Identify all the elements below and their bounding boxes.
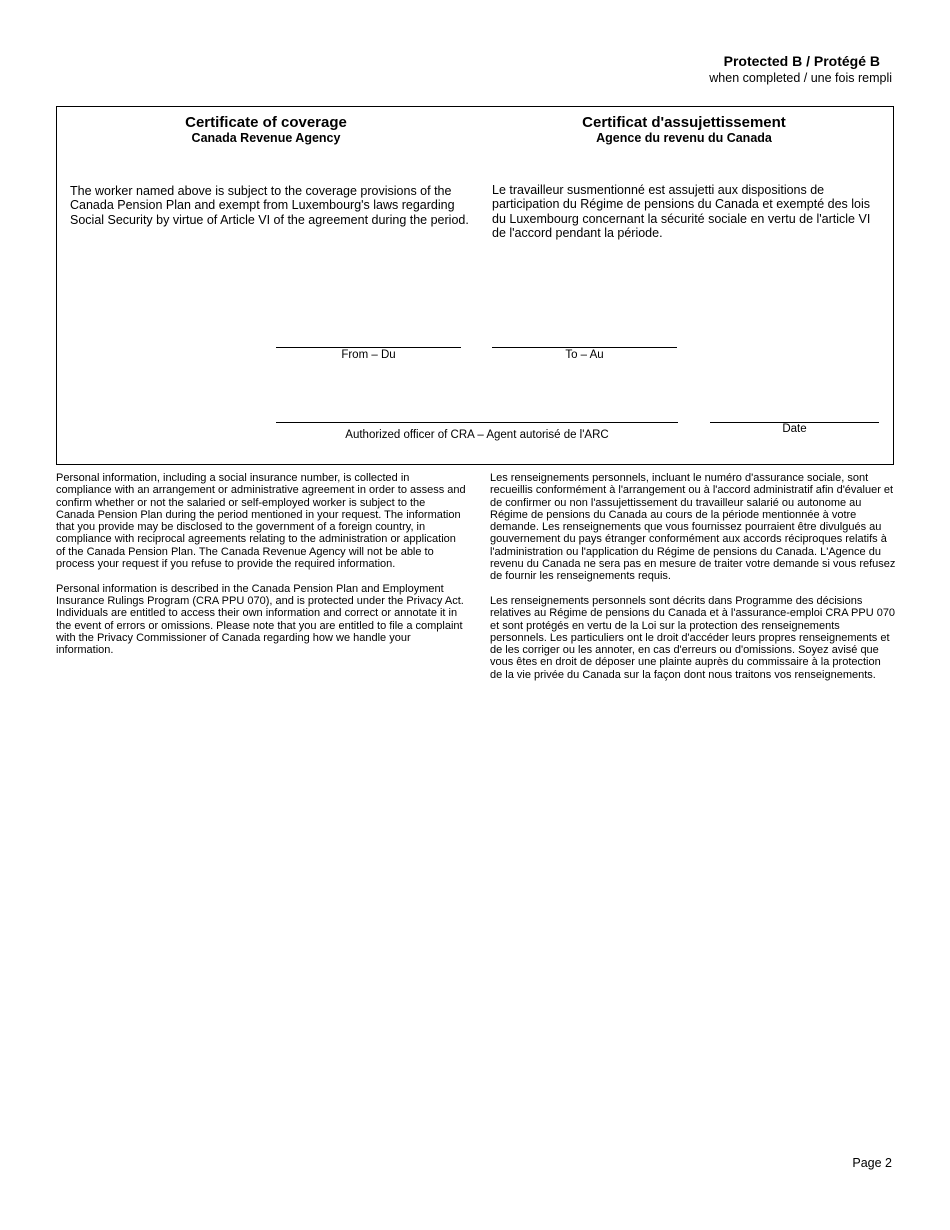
certificate-title-en: Certificate of coverage bbox=[185, 114, 347, 131]
privacy-notice-fr bbox=[490, 472, 896, 681]
page-number: Page 2 bbox=[852, 1156, 892, 1170]
certificate-box bbox=[56, 106, 894, 465]
privacy-paragraph-fr-1: Les renseignements personnels, incluant le numéro d'assurance sociale, sont recueillis conformément à l'arrangement ou à l'accord administratif afin d'évaluer et de confirmer ou non l'assujettissement du travailleur salarié ou autonome au Régime de pensions du Canada au cours de la période mentionnée à votre demande. Les renseignements que vous fournissez pourraient être divulgués au gouvernement du pays étranger conformément aux accords réciproques relatifs à l'administration ou l'application du Régime de pensions du Canada. L'Agence du revenu du Canada ne sera pas en mesure de traiter votre demande si vous refusez de fournir les renseignements requis. bbox=[490, 472, 896, 583]
officer-signature-field[interactable] bbox=[276, 422, 678, 423]
protected-b-label: Protected B / Protégé B bbox=[723, 53, 880, 69]
coverage-statement-en: The worker named above is subject to the coverage provisions of the Canada Pension Plan and exempt from Luxembourg's laws regarding Social Security by virtue of Article VI of the agreement during the period. bbox=[70, 184, 469, 227]
signature-date-label: Date bbox=[782, 423, 807, 435]
to-date-field[interactable] bbox=[492, 347, 677, 348]
certificate-title-fr: Certificat d'assujettissement bbox=[582, 114, 786, 131]
privacy-notice-en bbox=[56, 472, 466, 656]
when-completed-note: when completed / une fois rempli bbox=[709, 71, 892, 85]
agency-name-en: Canada Revenue Agency bbox=[191, 131, 341, 145]
privacy-paragraph-en-1: Personal information, including a social insurance number, is collected in compliance with an arrangement or administrative agreement in order to assess and confirm whether or not the salaried or self-employed worker is subject to the Canada Pension Plan during the period mentioned in your request. The information that you provide may be disclosed to the government of a foreign country, in compliance with reciprocal agreements relating to the administration or application of the Canada Pension Plan. The Canada Revenue Agency will not be able to process your request if you refuse to provide the required information. bbox=[56, 472, 466, 571]
privacy-paragraph-fr-2: Les renseignements personnels sont décrits dans Programme des décisions relatives au Régime de pensions du Canada et à l'assurance-emploi CRA PPU 070 et sont protégés en vertu de la Loi sur la protection des renseignements personnels. Les particuliers ont le droit d'accéder leurs propres renseignements et de les corriger ou les annoter, en cas d'erreurs ou d'omissions. Soyez avisé que vous êtes en droit de déposer une plainte auprès du commissaire à la protection de la vie privée du Canada sur la façon dont nous traitons vos renseignements. bbox=[490, 594, 896, 681]
from-date-field[interactable] bbox=[276, 347, 461, 348]
agency-name-fr: Agence du revenu du Canada bbox=[596, 131, 772, 145]
from-date-label: From – Du bbox=[341, 349, 396, 361]
privacy-paragraph-en-2: Personal information is described in the Canada Pension Plan and Employment Insurance Rulings Program (CRA PPU 070), and is protected under the Privacy Act. Individuals are entitled to access their own information and correct or annotate it in the event of errors or omissions. Please note that you are entitled to file a complaint with the Privacy Commissioner of Canada regarding how we handle your information. bbox=[56, 582, 464, 657]
coverage-statement-fr: Le travailleur susmentionné est assujetti aux dispositions de participation du Régime de pensions du Canada et exempté des lois du Luxembourg concernant la sécurité sociale en vertu de l'article VI de l'accord pendant la période. bbox=[492, 183, 871, 241]
to-date-label: To – Au bbox=[565, 349, 604, 361]
officer-signature-label: Authorized officer of CRA – Agent autorisé de l'ARC bbox=[345, 429, 609, 441]
